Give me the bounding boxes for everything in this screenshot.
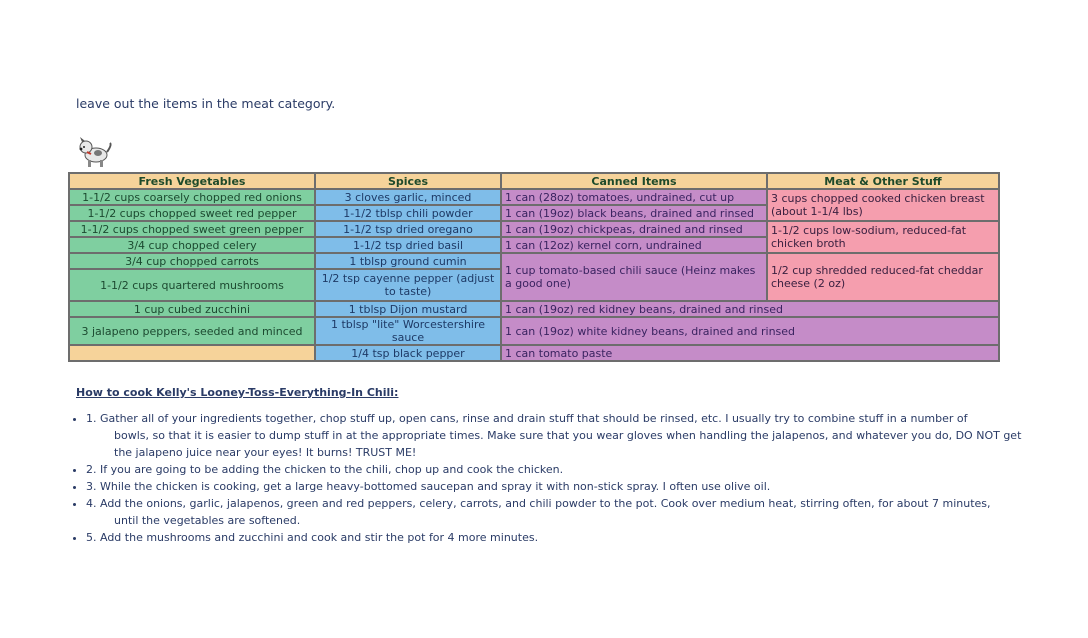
meat-cell: 3 cups chopped cooked chicken breast (about 1-1/4 lbs) — [767, 189, 999, 221]
step-continuation: bowls, so that it is easier to dump stuff in at the appropriate times. Make sure that you wear gloves when handling the jalapenos, and whatever you do, DO NOT get the jalapeno juice near your eyes! It burns! TRUST ME! — [114, 429, 1022, 459]
spice-cell: 1 tblsp "lite" Worcestershire sauce — [315, 317, 501, 345]
step-text: 1. Gather all of your ingredients together, chop stuff up, open cans, rinse and drain stuff that should be rinsed, etc. I usually try to combine stuff in a number of — [86, 412, 968, 425]
header-spices: Spices — [315, 173, 501, 189]
meat-cell: 1-1/2 cups low-sodium, reduced-fat chicken broth — [767, 221, 999, 253]
header-canned: Canned Items — [501, 173, 767, 189]
howto-title: How to cook Kelly's Looney-Toss-Everything-In Chili: — [76, 386, 399, 399]
spice-cell: 1/2 tsp cayenne pepper (adjust to taste) — [315, 269, 501, 301]
veg-cell: 1-1/2 cups quartered mushrooms — [69, 269, 315, 301]
intro-text: leave out the items in the meat category. — [76, 96, 336, 111]
spice-cell: 1 tblsp ground cumin — [315, 253, 501, 269]
table-row — [69, 189, 999, 205]
table-row — [69, 345, 999, 361]
canned-cell: 1 can (19oz) red kidney beans, drained and rinsed — [501, 301, 999, 317]
table-row — [69, 253, 999, 269]
list-item — [86, 478, 1026, 495]
spice-cell: 3 cloves garlic, minced — [315, 189, 501, 205]
canned-cell: 1 can (19oz) black beans, drained and rinsed — [501, 205, 767, 221]
list-item — [86, 461, 1026, 478]
canned-cell: 1 cup tomato-based chili sauce (Heinz makes a good one) — [501, 253, 767, 301]
veg-cell: 1 cup cubed zucchini — [69, 301, 315, 317]
dog-icon — [76, 135, 114, 169]
list-item — [86, 410, 1026, 461]
spice-cell: 1/4 tsp black pepper — [315, 345, 501, 361]
spice-cell: 1-1/2 tsp dried basil — [315, 237, 501, 253]
veg-cell: 3/4 cup chopped celery — [69, 237, 315, 253]
veg-cell: 1-1/2 cups coarsely chopped red onions — [69, 189, 315, 205]
table-row — [69, 301, 999, 317]
step-text: 4. Add the onions, garlic, jalapenos, green and red peppers, celery, carrots, and chili powder to the pot. Cook over medium heat, stirring often, for about 7 minutes, — [86, 497, 991, 510]
empty-cell — [69, 345, 315, 361]
veg-cell: 3/4 cup chopped carrots — [69, 253, 315, 269]
table-row — [69, 221, 999, 237]
veg-cell: 1-1/2 cups chopped sweet red pepper — [69, 205, 315, 221]
table-row — [69, 317, 999, 345]
canned-cell: 1 can (28oz) tomatoes, undrained, cut up — [501, 189, 767, 205]
list-item — [86, 529, 1026, 546]
canned-cell: 1 can (12oz) kernel corn, undrained — [501, 237, 767, 253]
instructions-list — [74, 410, 1026, 546]
header-vegetables: Fresh Vegetables — [69, 173, 315, 189]
veg-cell: 3 jalapeno peppers, seeded and minced — [69, 317, 315, 345]
step-text: 5. Add the mushrooms and zucchini and cook and stir the pot for 4 more minutes. — [86, 531, 539, 544]
spice-cell: 1-1/2 tblsp chili powder — [315, 205, 501, 221]
spice-cell: 1 tblsp Dijon mustard — [315, 301, 501, 317]
veg-cell: 1-1/2 cups chopped sweet green pepper — [69, 221, 315, 237]
meat-cell: 1/2 cup shredded reduced-fat cheddar cheese (2 oz) — [767, 253, 999, 301]
canned-cell: 1 can (19oz) white kidney beans, drained and rinsed — [501, 317, 999, 345]
spice-cell: 1-1/2 tsp dried oregano — [315, 221, 501, 237]
step-continuation: until the vegetables are softened. — [114, 514, 301, 527]
list-item — [86, 495, 1026, 529]
header-meat: Meat & Other Stuff — [767, 173, 999, 189]
step-text: 3. While the chicken is cooking, get a large heavy-bottomed saucepan and spray it with non-stick spray. I often use olive oil. — [86, 480, 771, 493]
ingredients-table — [68, 172, 1000, 362]
canned-cell: 1 can tomato paste — [501, 345, 999, 361]
step-text: 2. If you are going to be adding the chicken to the chili, chop up and cook the chicken. — [86, 463, 564, 476]
table-header-row — [69, 173, 999, 189]
canned-cell: 1 can (19oz) chickpeas, drained and rinsed — [501, 221, 767, 237]
